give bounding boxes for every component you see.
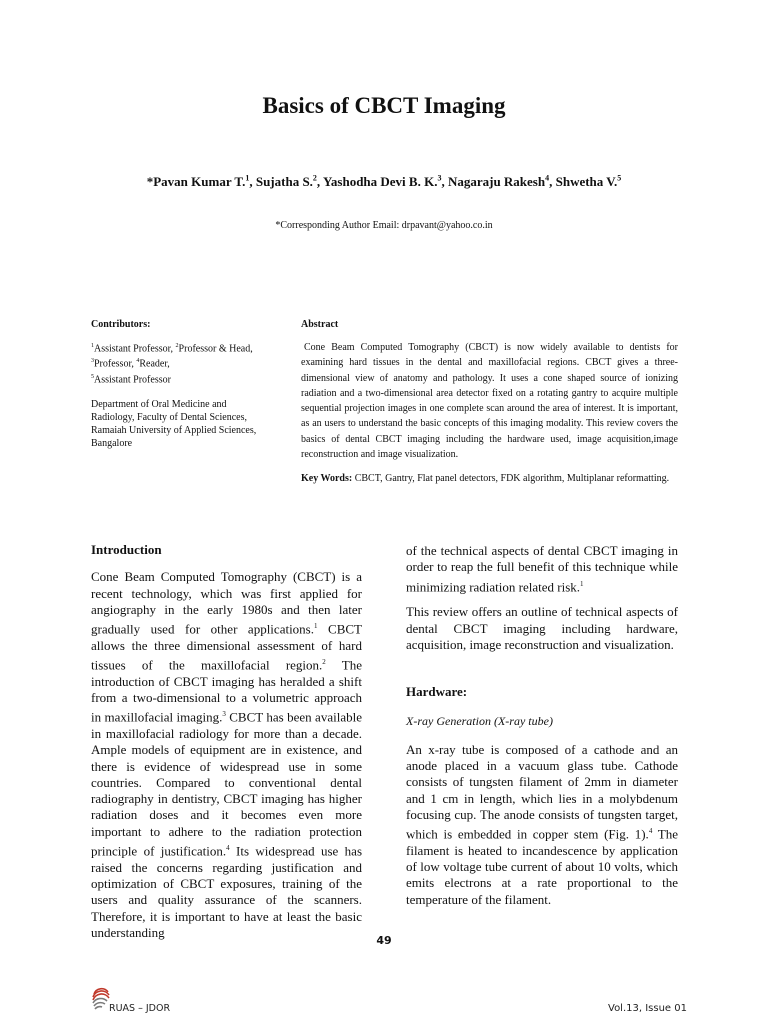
author-list (0, 174, 768, 190)
footer-issue: Vol.13, Issue 01 (608, 1003, 687, 1014)
contributors-block (91, 318, 261, 462)
keywords (301, 471, 678, 486)
footer-brand-block (90, 986, 190, 1016)
contributor-department: Department of Oral Medicine and Radiology, Faculty of Dental Sciences, Ramaiah University of Applied Sciences, Bangalore (91, 398, 257, 449)
hardware-heading: Hardware: (406, 684, 468, 700)
keywords-label: Key Words: (301, 473, 353, 485)
author-2: Sujatha S.$^2$, (255, 174, 323, 190)
xray-subheading: X-ray Generation (X-ray tube) (406, 714, 553, 729)
xray-paragraph: An x-ray tube is composed of a cathode and an anode placed in a vacuum glass tube. Cathode consists of tungsten filament of 2mm in diameter and 1 cm in length, which lies in a molybdenum focusing cup. The anode consists of tungsten target, which is embedded in copper stem (Fig. 1).$^4$ The filament is heated to incandescence by application of low voltage tube current of about 10 volts, which emits electrons at a rate proportional to the temperature of the filament. (406, 741, 678, 907)
author-5: Shwetha V.$^5$ (555, 174, 622, 190)
corresponding-email: *Corresponding Author Email: drpavant@yahoo.co.in (275, 220, 493, 231)
review-paragraph: This review offers an outline of technical aspects of dental CBCT imaging including hardware, acquisition, image reconstruction and visualization. (406, 604, 678, 652)
keywords-list: CBCT, Gantry, Flat panel detectors, FDK algorithm, Multiplanar reformatting. (352, 473, 670, 485)
footer-brand: RUAS – JDOR (109, 1003, 171, 1014)
author-4: Nagaraju Rakesh$^4$, (447, 174, 556, 190)
introduction-paragraph: Cone Beam Computed Tomography (CBCT) is a recent technology, which was first applied for angiography in the early 1980s and then later gradually used for other applications.$^1$ CBCT allows the three dimensional assessment of hard tissues of the maxillofacial region.$^2$ The introduction of CBCT imaging has heralded a shift from a two-dimensional to a volumetric approach in maxillofacial imaging.$^3$ CBCT has been available in maxillofacial radiology for more than a decade. Ample models of equipment are in existence, and there is evidence of widespread use in some countries. Compared to conventional dental radiography in dentistry, CBCT imaging has higher radiation doses and it becomes even more important to adhere to the radiation protection principle of justification.$^4$ Its widespread use has raised the concerns regarding justification and optimization of CBCT exposures, training of the users and quality assurance of the scanners. Therefore, it is important to have at least the basic understanding (91, 569, 362, 940)
page-number: 49 (376, 934, 392, 947)
introduction-heading: Introduction (91, 542, 162, 557)
contributors-heading: Contributors: (91, 319, 151, 330)
right-column (406, 543, 678, 908)
contributor-roles: $^1$Assistant Professor, $^2$Professor & Head, $^3$Professor, $^4$Reader, $^5$Assistant Professor (91, 343, 253, 385)
author-3: Yashodha Devi B. K.$^3$, (322, 174, 448, 190)
left-column (91, 542, 362, 941)
abstract-text: Cone Beam Computed Tomography (CBCT) is now widely available to dentists for examining hard tissues in the dental and maxillofacial regions. CBCT gives a three-dimensional view of anatomy and pathology. It uses a cone shaped source of ionizing radiation and a two-dimensional area detector fixed on a rotating gantry to acquire multiple sequential projection images in one complete scan around the area of interest. It is important, as an users to understand the basic concepts of this imaging modality. This review covers the basics of dental CBCT imaging including the hardware used, image acquisition,image reconstruction and image visualization. (301, 342, 678, 461)
abstract-block (301, 318, 678, 487)
author-1: *Pavan Kumar T.$^1$, (146, 174, 256, 190)
introduction-continuation: of the technical aspects of dental CBCT imaging in order to reap the full benefit of this technique while minimizing radiation related risk.$^1$ (406, 543, 678, 594)
abstract-heading: Abstract (301, 319, 339, 330)
paper-title: Basics of CBCT Imaging (262, 93, 506, 118)
